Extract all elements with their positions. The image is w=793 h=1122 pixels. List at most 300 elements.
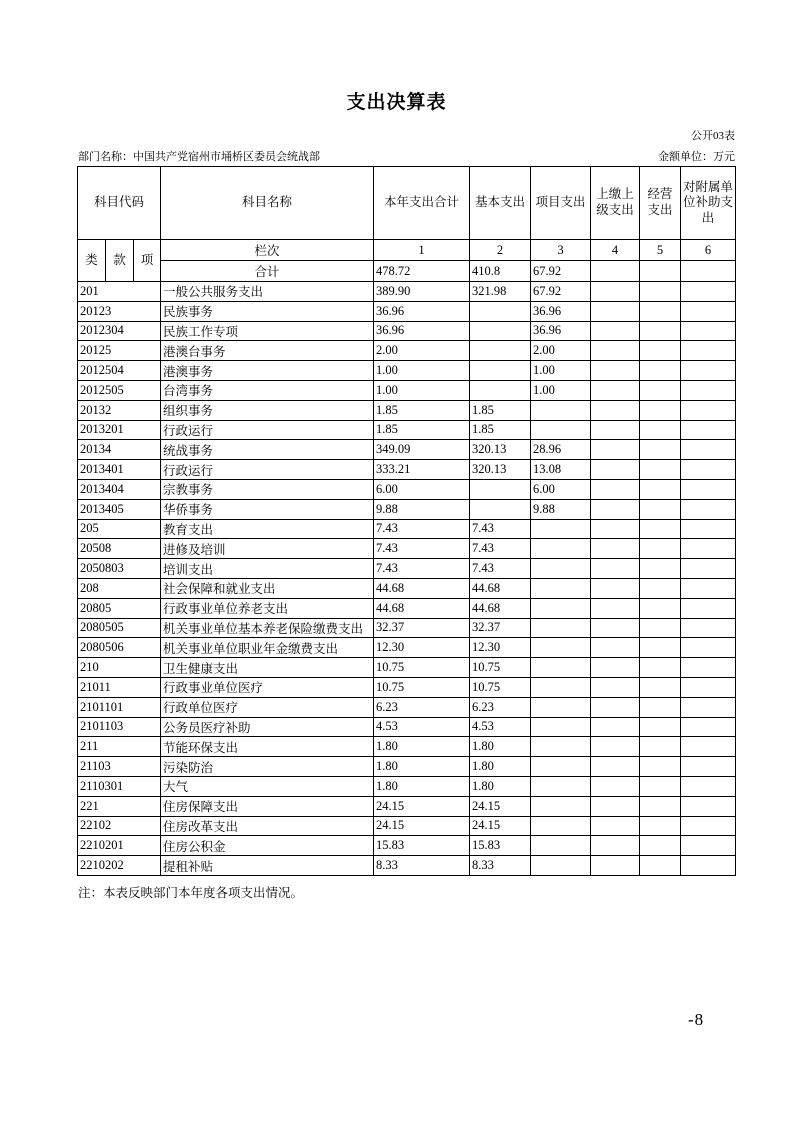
value-cell-col3 xyxy=(531,638,591,658)
value-cell-col4 xyxy=(591,519,640,539)
value-cell-col5 xyxy=(640,559,681,579)
table-row xyxy=(78,559,736,579)
value-cell-col2: 32.37 xyxy=(470,618,531,638)
value-cell-col4 xyxy=(591,321,640,341)
value-cell-col5 xyxy=(640,519,681,539)
value-cell-col5 xyxy=(640,420,681,440)
table-row xyxy=(78,539,736,559)
table-row xyxy=(78,737,736,757)
value-cell-col5 xyxy=(640,757,681,777)
value-cell-col3 xyxy=(531,717,591,737)
value-cell-col2: 7.43 xyxy=(470,539,531,559)
value-cell-col5 xyxy=(640,479,681,499)
subject-name-cell: 华侨事务 xyxy=(161,499,374,519)
subject-code-cell: 205 xyxy=(78,519,161,539)
value-cell-col2: 1.85 xyxy=(470,420,531,440)
total-value-col2: 410.8 xyxy=(470,261,531,282)
total-value-col3: 67.92 xyxy=(531,261,591,282)
table-row xyxy=(78,321,736,341)
value-cell-col5 xyxy=(640,856,681,876)
value-cell-col5 xyxy=(640,598,681,618)
value-cell-col2: 320.13 xyxy=(470,460,531,480)
value-cell-col2 xyxy=(470,321,531,341)
value-cell-col1: 7.43 xyxy=(374,539,470,559)
header-code-section: 款 xyxy=(106,240,134,282)
value-cell-col1: 44.68 xyxy=(374,598,470,618)
value-cell-col4 xyxy=(591,440,640,460)
subject-code-cell: 2210202 xyxy=(78,856,161,876)
table-row xyxy=(78,499,736,519)
value-cell-col3 xyxy=(531,598,591,618)
value-cell-col1: 32.37 xyxy=(374,618,470,638)
subject-code-cell: 20508 xyxy=(78,539,161,559)
value-cell-col5 xyxy=(640,776,681,796)
lanci-col-3: 3 xyxy=(531,240,591,261)
value-cell-col2: 10.75 xyxy=(470,677,531,697)
lanci-col-5: 5 xyxy=(640,240,681,261)
subject-code-cell: 2101103 xyxy=(78,717,161,737)
value-cell-col6 xyxy=(681,677,736,697)
subject-code-cell: 211 xyxy=(78,737,161,757)
subject-name-cell: 培训支出 xyxy=(161,559,374,579)
value-cell-col2 xyxy=(470,380,531,400)
table-row xyxy=(78,757,736,777)
value-cell-col6 xyxy=(681,757,736,777)
value-cell-col3: 1.00 xyxy=(531,380,591,400)
value-cell-col6 xyxy=(681,301,736,321)
value-cell-col5 xyxy=(640,578,681,598)
value-cell-col2: 1.80 xyxy=(470,757,531,777)
table-note: 注：本表反映部门本年度各项支出情况。 xyxy=(78,886,304,900)
value-cell-col2: 7.43 xyxy=(470,519,531,539)
value-cell-col4 xyxy=(591,658,640,678)
value-cell-col6 xyxy=(681,578,736,598)
table-row xyxy=(78,618,736,638)
value-cell-col2 xyxy=(470,301,531,321)
value-cell-col4 xyxy=(591,420,640,440)
table-row xyxy=(78,420,736,440)
value-cell-col4 xyxy=(591,539,640,559)
subject-code-cell: 21011 xyxy=(78,677,161,697)
value-cell-col6 xyxy=(681,737,736,757)
value-cell-col5 xyxy=(640,301,681,321)
subject-code-cell: 221 xyxy=(78,796,161,816)
value-cell-col2: 320.13 xyxy=(470,440,531,460)
value-cell-col5 xyxy=(640,677,681,697)
subject-code-cell: 2012304 xyxy=(78,321,161,341)
subject-code-cell: 2210201 xyxy=(78,836,161,856)
page-title: 支出决算表 xyxy=(346,92,447,113)
value-cell-col3 xyxy=(531,697,591,717)
value-cell-col5 xyxy=(640,440,681,460)
subject-name-cell: 卫生健康支出 xyxy=(161,658,374,678)
value-cell-col5 xyxy=(640,282,681,302)
value-cell-col2 xyxy=(470,341,531,361)
value-cell-col1: 24.15 xyxy=(374,796,470,816)
subject-name-cell: 行政事业单位医疗 xyxy=(161,677,374,697)
total-value-col5 xyxy=(640,261,681,282)
value-cell-col3 xyxy=(531,559,591,579)
total-value-col4 xyxy=(591,261,640,282)
value-cell-col4 xyxy=(591,638,640,658)
value-cell-col6 xyxy=(681,856,736,876)
value-cell-col1: 36.96 xyxy=(374,321,470,341)
header-subject-name: 科目名称 xyxy=(161,167,374,240)
subject-name-cell: 港澳台事务 xyxy=(161,341,374,361)
value-cell-col2: 4.53 xyxy=(470,717,531,737)
value-cell-col1: 15.83 xyxy=(374,836,470,856)
value-cell-col2: 6.23 xyxy=(470,697,531,717)
department-name-label: 部门名称：中国共产党宿州市埇桥区委员会统战部 xyxy=(78,151,320,163)
subject-code-cell: 2080505 xyxy=(78,618,161,638)
value-cell-col6 xyxy=(681,776,736,796)
value-cell-col3 xyxy=(531,737,591,757)
value-cell-col5 xyxy=(640,361,681,381)
subject-code-cell: 2050803 xyxy=(78,559,161,579)
table-row xyxy=(78,361,736,381)
value-cell-col2: 44.68 xyxy=(470,598,531,618)
expenditure-table xyxy=(77,166,736,876)
value-cell-col3 xyxy=(531,836,591,856)
value-cell-col1: 6.00 xyxy=(374,479,470,499)
subject-name-cell: 行政单位医疗 xyxy=(161,697,374,717)
table-row xyxy=(78,578,736,598)
value-cell-col6 xyxy=(681,796,736,816)
header-total-expenditure: 本年支出合计 xyxy=(374,167,470,240)
value-cell-col1: 333.21 xyxy=(374,460,470,480)
value-cell-col4 xyxy=(591,361,640,381)
table-header xyxy=(78,167,736,282)
value-cell-col1: 10.75 xyxy=(374,658,470,678)
value-cell-col1: 24.15 xyxy=(374,816,470,836)
value-cell-col3 xyxy=(531,420,591,440)
value-cell-col5 xyxy=(640,697,681,717)
value-cell-col5 xyxy=(640,658,681,678)
value-cell-col5 xyxy=(640,816,681,836)
table-row xyxy=(78,776,736,796)
value-cell-col2 xyxy=(470,361,531,381)
subject-name-cell: 机关事业单位基本养老保险缴费支出 xyxy=(161,618,374,638)
value-cell-col4 xyxy=(591,796,640,816)
value-cell-col1: 44.68 xyxy=(374,578,470,598)
value-cell-col6 xyxy=(681,341,736,361)
value-cell-col4 xyxy=(591,282,640,302)
subject-name-cell: 行政运行 xyxy=(161,460,374,480)
value-cell-col4 xyxy=(591,460,640,480)
subject-name-cell: 住房公积金 xyxy=(161,836,374,856)
value-cell-col3: 36.96 xyxy=(531,321,591,341)
value-cell-col4 xyxy=(591,559,640,579)
value-cell-col3: 1.00 xyxy=(531,361,591,381)
value-cell-col4 xyxy=(591,836,640,856)
value-cell-col2: 1.80 xyxy=(470,776,531,796)
table-row xyxy=(78,282,736,302)
value-cell-col2: 12.30 xyxy=(470,638,531,658)
value-cell-col2: 15.83 xyxy=(470,836,531,856)
value-cell-col6 xyxy=(681,836,736,856)
value-cell-col1: 1.00 xyxy=(374,380,470,400)
value-cell-col1: 7.43 xyxy=(374,559,470,579)
value-cell-col3 xyxy=(531,519,591,539)
header-row-main xyxy=(78,167,736,240)
value-cell-col4 xyxy=(591,341,640,361)
table-row xyxy=(78,301,736,321)
total-value-col1: 478.72 xyxy=(374,261,470,282)
value-cell-col5 xyxy=(640,737,681,757)
value-cell-col1: 9.88 xyxy=(374,499,470,519)
subject-code-cell: 20125 xyxy=(78,341,161,361)
value-cell-col4 xyxy=(591,499,640,519)
value-cell-col4 xyxy=(591,400,640,420)
subject-code-cell: 20132 xyxy=(78,400,161,420)
table-body xyxy=(78,282,736,876)
table-row xyxy=(78,796,736,816)
value-cell-col4 xyxy=(591,697,640,717)
value-cell-col1: 389.90 xyxy=(374,282,470,302)
table-row xyxy=(78,836,736,856)
header-upper-level-expenditure: 上缴上级支出 xyxy=(591,167,640,240)
subject-code-cell: 2080506 xyxy=(78,638,161,658)
subject-code-cell: 2013201 xyxy=(78,420,161,440)
subject-name-cell: 大气 xyxy=(161,776,374,796)
value-cell-col5 xyxy=(640,796,681,816)
table-row xyxy=(78,658,736,678)
value-cell-col1: 2.00 xyxy=(374,341,470,361)
subject-name-cell: 机关事业单位职业年金缴费支出 xyxy=(161,638,374,658)
value-cell-col6 xyxy=(681,460,736,480)
value-cell-col4 xyxy=(591,301,640,321)
table-row xyxy=(78,380,736,400)
lanci-col-6: 6 xyxy=(681,240,736,261)
value-cell-col1: 1.85 xyxy=(374,420,470,440)
value-cell-col4 xyxy=(591,737,640,757)
value-cell-col3: 6.00 xyxy=(531,479,591,499)
subject-name-cell: 民族事务 xyxy=(161,301,374,321)
table-row xyxy=(78,816,736,836)
value-cell-col3 xyxy=(531,400,591,420)
header-subsidy-expenditure: 对附属单位补助支出 xyxy=(681,167,736,240)
value-cell-col1: 7.43 xyxy=(374,519,470,539)
value-cell-col5 xyxy=(640,618,681,638)
value-cell-col1: 1.80 xyxy=(374,737,470,757)
table-row xyxy=(78,400,736,420)
subject-code-cell: 20805 xyxy=(78,598,161,618)
header-code-class: 类 xyxy=(78,240,106,282)
value-cell-col2: 10.75 xyxy=(470,658,531,678)
value-cell-col4 xyxy=(591,578,640,598)
value-cell-col5 xyxy=(640,836,681,856)
value-cell-col6 xyxy=(681,638,736,658)
value-cell-col6 xyxy=(681,400,736,420)
value-cell-col4 xyxy=(591,677,640,697)
value-cell-col6 xyxy=(681,420,736,440)
subject-name-cell: 行政事业单位养老支出 xyxy=(161,598,374,618)
subject-name-cell: 住房改革支出 xyxy=(161,816,374,836)
total-label: 合计 xyxy=(161,261,374,282)
subject-code-cell: 20123 xyxy=(78,301,161,321)
table-row xyxy=(78,638,736,658)
value-cell-col6 xyxy=(681,618,736,638)
value-cell-col4 xyxy=(591,598,640,618)
value-cell-col6 xyxy=(681,658,736,678)
value-cell-col6 xyxy=(681,440,736,460)
subject-code-cell: 22102 xyxy=(78,816,161,836)
header-basic-expenditure: 基本支出 xyxy=(470,167,531,240)
subject-name-cell: 教育支出 xyxy=(161,519,374,539)
header-row-lanci xyxy=(78,240,736,261)
table-row xyxy=(78,479,736,499)
subject-name-cell: 污染防治 xyxy=(161,757,374,777)
value-cell-col6 xyxy=(681,539,736,559)
table-row xyxy=(78,598,736,618)
value-cell-col2: 44.68 xyxy=(470,578,531,598)
value-cell-col6 xyxy=(681,519,736,539)
subject-code-cell: 21103 xyxy=(78,757,161,777)
value-cell-col3: 67.92 xyxy=(531,282,591,302)
value-cell-col5 xyxy=(640,638,681,658)
table-row xyxy=(78,677,736,697)
value-cell-col5 xyxy=(640,460,681,480)
subject-code-cell: 208 xyxy=(78,578,161,598)
subject-name-cell: 宗教事务 xyxy=(161,479,374,499)
value-cell-col3: 36.96 xyxy=(531,301,591,321)
value-cell-col3 xyxy=(531,776,591,796)
table-row xyxy=(78,519,736,539)
subject-code-cell: 2012505 xyxy=(78,380,161,400)
value-cell-col6 xyxy=(681,816,736,836)
value-cell-col4 xyxy=(591,479,640,499)
value-cell-col3: 9.88 xyxy=(531,499,591,519)
subject-code-cell: 2110301 xyxy=(78,776,161,796)
header-project-expenditure: 项目支出 xyxy=(531,167,591,240)
table-row xyxy=(78,697,736,717)
subject-name-cell: 港澳事务 xyxy=(161,361,374,381)
value-cell-col2: 24.15 xyxy=(470,816,531,836)
value-cell-col2: 1.80 xyxy=(470,737,531,757)
value-cell-col2 xyxy=(470,499,531,519)
value-cell-col5 xyxy=(640,380,681,400)
subject-code-cell: 201 xyxy=(78,282,161,302)
subject-name-cell: 统战事务 xyxy=(161,440,374,460)
value-cell-col1: 6.23 xyxy=(374,697,470,717)
total-value-col6 xyxy=(681,261,736,282)
subject-name-cell: 民族工作专项 xyxy=(161,321,374,341)
subject-name-cell: 组织事务 xyxy=(161,400,374,420)
value-cell-col1: 349.09 xyxy=(374,440,470,460)
subject-code-cell: 2013405 xyxy=(78,499,161,519)
value-cell-col6 xyxy=(681,499,736,519)
subject-name-cell: 一般公共服务支出 xyxy=(161,282,374,302)
value-cell-col2: 8.33 xyxy=(470,856,531,876)
subject-name-cell: 住房保障支出 xyxy=(161,796,374,816)
lanci-col-4: 4 xyxy=(591,240,640,261)
public-table-label: 公开03表 xyxy=(691,130,735,142)
amount-unit-label: 金额单位：万元 xyxy=(658,151,735,163)
value-cell-col4 xyxy=(591,856,640,876)
header-operating-expenditure: 经营支出 xyxy=(640,167,681,240)
subject-name-cell: 提租补贴 xyxy=(161,856,374,876)
value-cell-col5 xyxy=(640,341,681,361)
value-cell-col3: 28.96 xyxy=(531,440,591,460)
value-cell-col1: 12.30 xyxy=(374,638,470,658)
table-row xyxy=(78,341,736,361)
value-cell-col1: 4.53 xyxy=(374,717,470,737)
value-cell-col4 xyxy=(591,717,640,737)
value-cell-col1: 10.75 xyxy=(374,677,470,697)
value-cell-col2: 321.98 xyxy=(470,282,531,302)
value-cell-col5 xyxy=(640,499,681,519)
subject-name-cell: 节能环保支出 xyxy=(161,737,374,757)
value-cell-col1: 36.96 xyxy=(374,301,470,321)
value-cell-col2: 24.15 xyxy=(470,796,531,816)
header-subject-code: 科目代码 xyxy=(78,167,161,240)
subject-code-cell: 20134 xyxy=(78,440,161,460)
value-cell-col6 xyxy=(681,321,736,341)
subject-code-cell: 2013404 xyxy=(78,479,161,499)
value-cell-col3: 2.00 xyxy=(531,341,591,361)
value-cell-col6 xyxy=(681,717,736,737)
value-cell-col3 xyxy=(531,658,591,678)
value-cell-col2 xyxy=(470,479,531,499)
value-cell-col6 xyxy=(681,380,736,400)
value-cell-col1: 1.00 xyxy=(374,361,470,381)
value-cell-col4 xyxy=(591,380,640,400)
lanci-col-2: 2 xyxy=(470,240,531,261)
subject-code-cell: 210 xyxy=(78,658,161,678)
table-row xyxy=(78,717,736,737)
subject-name-cell: 社会保障和就业支出 xyxy=(161,578,374,598)
value-cell-col3 xyxy=(531,539,591,559)
value-cell-col6 xyxy=(681,598,736,618)
subject-code-cell: 2013401 xyxy=(78,460,161,480)
value-cell-col6 xyxy=(681,282,736,302)
subject-name-cell: 行政运行 xyxy=(161,420,374,440)
header-code-item: 项 xyxy=(134,240,161,282)
value-cell-col6 xyxy=(681,479,736,499)
value-cell-col3 xyxy=(531,618,591,638)
value-cell-col5 xyxy=(640,539,681,559)
table-row xyxy=(78,460,736,480)
subject-name-cell: 进修及培训 xyxy=(161,539,374,559)
value-cell-col1: 8.33 xyxy=(374,856,470,876)
value-cell-col3 xyxy=(531,578,591,598)
value-cell-col1: 1.80 xyxy=(374,757,470,777)
value-cell-col5 xyxy=(640,717,681,737)
value-cell-col3 xyxy=(531,816,591,836)
lanci-col-1: 1 xyxy=(374,240,470,261)
value-cell-col4 xyxy=(591,757,640,777)
value-cell-col4 xyxy=(591,776,640,796)
value-cell-col2: 1.85 xyxy=(470,400,531,420)
value-cell-col5 xyxy=(640,321,681,341)
table-row xyxy=(78,856,736,876)
value-cell-col6 xyxy=(681,697,736,717)
value-cell-col4 xyxy=(591,816,640,836)
subject-code-cell: 2012504 xyxy=(78,361,161,381)
value-cell-col5 xyxy=(640,400,681,420)
value-cell-col4 xyxy=(591,618,640,638)
value-cell-col3: 13.08 xyxy=(531,460,591,480)
value-cell-col6 xyxy=(681,361,736,381)
header-row-total xyxy=(78,261,736,282)
subject-code-cell: 2101101 xyxy=(78,697,161,717)
value-cell-col1: 1.80 xyxy=(374,776,470,796)
value-cell-col3 xyxy=(531,757,591,777)
lanci-label: 栏次 xyxy=(161,240,374,261)
value-cell-col6 xyxy=(681,559,736,579)
value-cell-col1: 1.85 xyxy=(374,400,470,420)
value-cell-col3 xyxy=(531,856,591,876)
